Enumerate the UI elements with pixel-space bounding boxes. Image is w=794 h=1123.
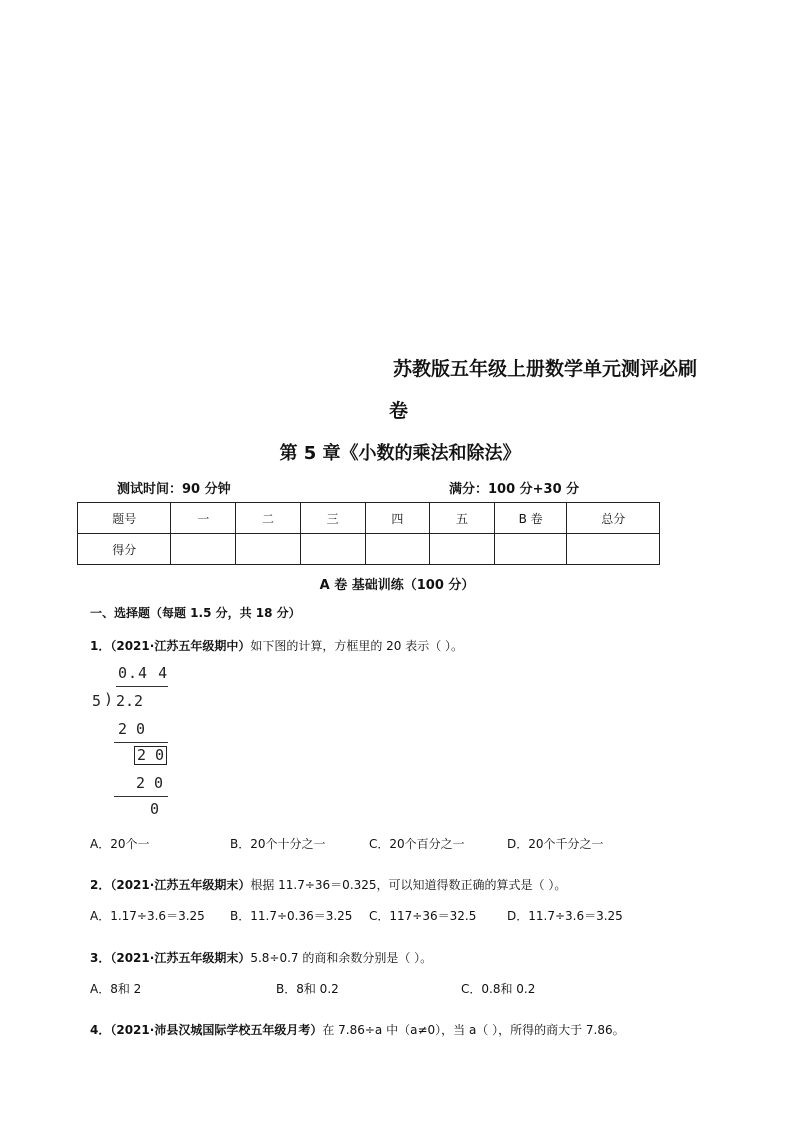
question-source: （2021·江苏五年级期中） [110,639,251,653]
chapter-title: 第 5 章《小数的乘法和除法》 [279,443,521,464]
test-time: 测试时间：90 分钟 [117,482,231,497]
part1-heading: 一、选择题（每题 1.5 分，共 18 分） [90,606,301,620]
score-table-cell: 总分 [567,503,660,534]
score-table-header-row [78,503,660,534]
score-entry-cell[interactable] [494,534,567,565]
division-divisor: 5 [92,692,102,710]
score-table-cell: 一 [171,503,236,534]
doc-title-line1: 苏教版五年级上册数学单元测评必刷 [393,358,698,380]
option-c[interactable]: C．117÷36＝32.5 [369,909,477,923]
score-entry-cell[interactable] [236,534,301,565]
question-text: 根据 11.7÷36＝0.325，可以知道得数正确的算式是（ ）。 [250,878,567,892]
score-table [77,502,660,565]
division-dividend: 2.2 [116,692,144,710]
option-a[interactable]: A．8和 2 [90,982,142,996]
score-entry-cell[interactable] [300,534,365,565]
division-bracket: ) [104,690,114,708]
score-table-cell: B 卷 [494,503,567,534]
option-a[interactable]: A．20个一 [90,837,150,851]
option-d[interactable]: D．20个千分之一 [507,837,604,851]
score-table-cell: 二 [236,503,301,534]
option-b[interactable]: B．20个十分之一 [230,837,326,851]
question-1 [90,637,463,654]
question-source: （2021·沛县汉城国际学校五年级月考） [110,1023,323,1037]
score-entry-cell[interactable] [171,534,236,565]
division-remainder: 0 [150,800,160,818]
question-text: 5.8÷0.7 的商和余数分别是（ ）。 [250,951,433,965]
option-c[interactable]: C．0.8和 0.2 [461,982,536,996]
score-table-score-row [78,534,660,565]
option-d[interactable]: D．11.7÷3.6＝3.25 [507,909,623,923]
option-b[interactable]: B．8和 0.2 [276,982,339,996]
score-table-cell: 四 [365,503,430,534]
score-table-cell: 得分 [78,534,171,565]
long-division-figure [88,662,178,822]
question-2 [90,876,566,893]
question-number: 4． [90,1023,111,1037]
division-line [114,796,168,797]
question-number: 3． [90,951,111,965]
question-3 [90,949,432,966]
question-text: 如下图的计算，方框里的 20 表示（ ）。 [250,639,464,653]
question-4 [90,1021,625,1038]
division-step2: 2 0 [136,774,164,792]
question-source: （2021·江苏五年级期末） [110,878,251,892]
division-bar [116,686,168,687]
option-a[interactable]: A．1.17÷3.6＝3.25 [90,909,205,923]
option-b[interactable]: B．11.7÷0.36＝3.25 [230,909,353,923]
division-boxed-20: 2 0 [134,746,167,765]
score-table-cell: 三 [300,503,365,534]
division-step1: 2 0 [118,720,146,738]
score-entry-cell[interactable] [365,534,430,565]
score-table-cell: 五 [430,503,495,534]
section-a-heading: A 卷 基础训练（100 分） [319,578,475,593]
option-c[interactable]: C．20个百分之一 [369,837,465,851]
score-table-cell: 题号 [78,503,171,534]
doc-title-line2: 卷 [389,400,409,422]
score-entry-cell[interactable] [430,534,495,565]
question-number: 1． [90,639,111,653]
question-text: 在 7.86÷a 中（a≠0），当 a（ ），所得的商大于 7.86。 [322,1023,625,1037]
question-source: （2021·江苏五年级期末） [110,951,251,965]
full-score: 满分：100 分+30 分 [449,482,580,497]
division-line [114,742,168,743]
question-number: 2． [90,878,111,892]
score-entry-cell[interactable] [567,534,660,565]
division-quotient: 0.4 4 [118,664,169,682]
